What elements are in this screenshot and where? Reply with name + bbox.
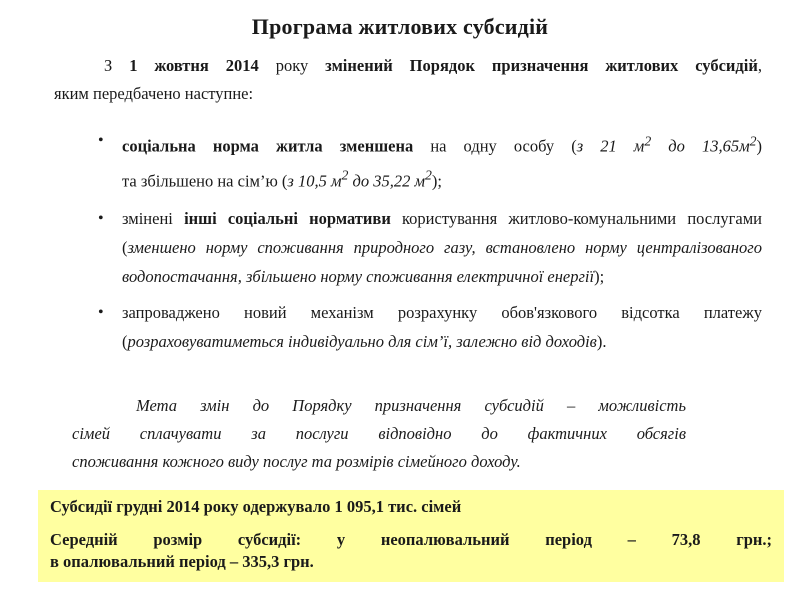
- stats-recipients: Субсидії грудні 2014 року одержувало 1 095,1 тис. сімей: [50, 497, 462, 516]
- subsidy-stats-box: [38, 490, 784, 582]
- intro-text: З: [104, 56, 130, 75]
- bullet-1-sup: 2: [749, 133, 757, 148]
- bullet-1-italic: до 13,65м: [651, 136, 750, 156]
- bullet-2-text: користування житлово-комунальними послугами (: [122, 209, 762, 257]
- intro-text: року: [258, 56, 326, 75]
- bullet-1-sup: 2: [644, 133, 652, 148]
- stats-average-heating: в опалювальний період – 335,3 грн.: [50, 552, 314, 571]
- intro-line-2: яким передбачено наступне:: [54, 84, 254, 103]
- bullet-1-italic: з 10,5 м: [287, 171, 342, 190]
- bullet-1-line-2: [122, 161, 762, 196]
- changes-list: [98, 126, 762, 365]
- bullet-1-bold: соціальна норма житла зменшена: [122, 136, 414, 156]
- bullet-1-italic: з 21 м: [576, 136, 645, 156]
- stats-average-nonheating: Середній розмір субсидії: у неопалювальний період – 73,8 грн.;: [50, 530, 772, 549]
- bullet-1-sup: 2: [341, 167, 349, 183]
- bullet-3-text: ).: [596, 332, 607, 351]
- intro-changed-order: змінений Порядок призначення житлових субсидій: [325, 56, 758, 75]
- list-item-housing-norm: [98, 126, 762, 195]
- bullet-2-bold: інші соціальні нормативи: [184, 209, 391, 228]
- list-item-social-norms: [98, 204, 762, 291]
- bullet-2-italic: зменшено норму споживання природного газу, встановлено норму централізованого водопостачання, збільшено норму споживання електричної енергії: [122, 238, 762, 286]
- bullet-1-text: );: [431, 171, 442, 190]
- intro-line-1: [54, 52, 762, 80]
- bullet-2-text: );: [594, 267, 605, 286]
- bullet-2-text: змінені: [122, 209, 185, 228]
- bullet-1-text: на одну особу (: [413, 136, 577, 156]
- bullet-1-sup: 2: [425, 167, 432, 183]
- goal-line-2: сімей сплачувати за послуги відповідно до фактичних обсягів: [72, 424, 686, 443]
- bullet-3-text: запроваджено новий механізм розрахунку обов'язкового відсотка платежу (: [122, 303, 762, 351]
- bullet-1-text: ): [756, 136, 762, 156]
- bullet-1-italic: до 35,22 м: [348, 171, 426, 190]
- list-item-payment-mechanism: [98, 298, 762, 356]
- goal-line-3: споживання кожного виду послуг та розмірів сімейного доходу.: [72, 452, 521, 471]
- goal-paragraph: [72, 392, 686, 476]
- bullet-3-italic: розраховуватиметься індивідуально для сім’ї, залежно від доходів: [127, 332, 597, 351]
- intro-paragraph: [54, 52, 762, 108]
- page-title: Програма житлових субсидій: [251, 14, 549, 39]
- intro-text: ,: [757, 56, 762, 75]
- bullet-1-line-1: [122, 126, 762, 161]
- goal-line-1: Мета змін до Порядку призначення субсидій – можливість: [136, 396, 686, 415]
- bullet-1-text: та збільшено на сім’ю (: [122, 171, 288, 190]
- intro-date: 1 жовтня 2014: [129, 56, 259, 75]
